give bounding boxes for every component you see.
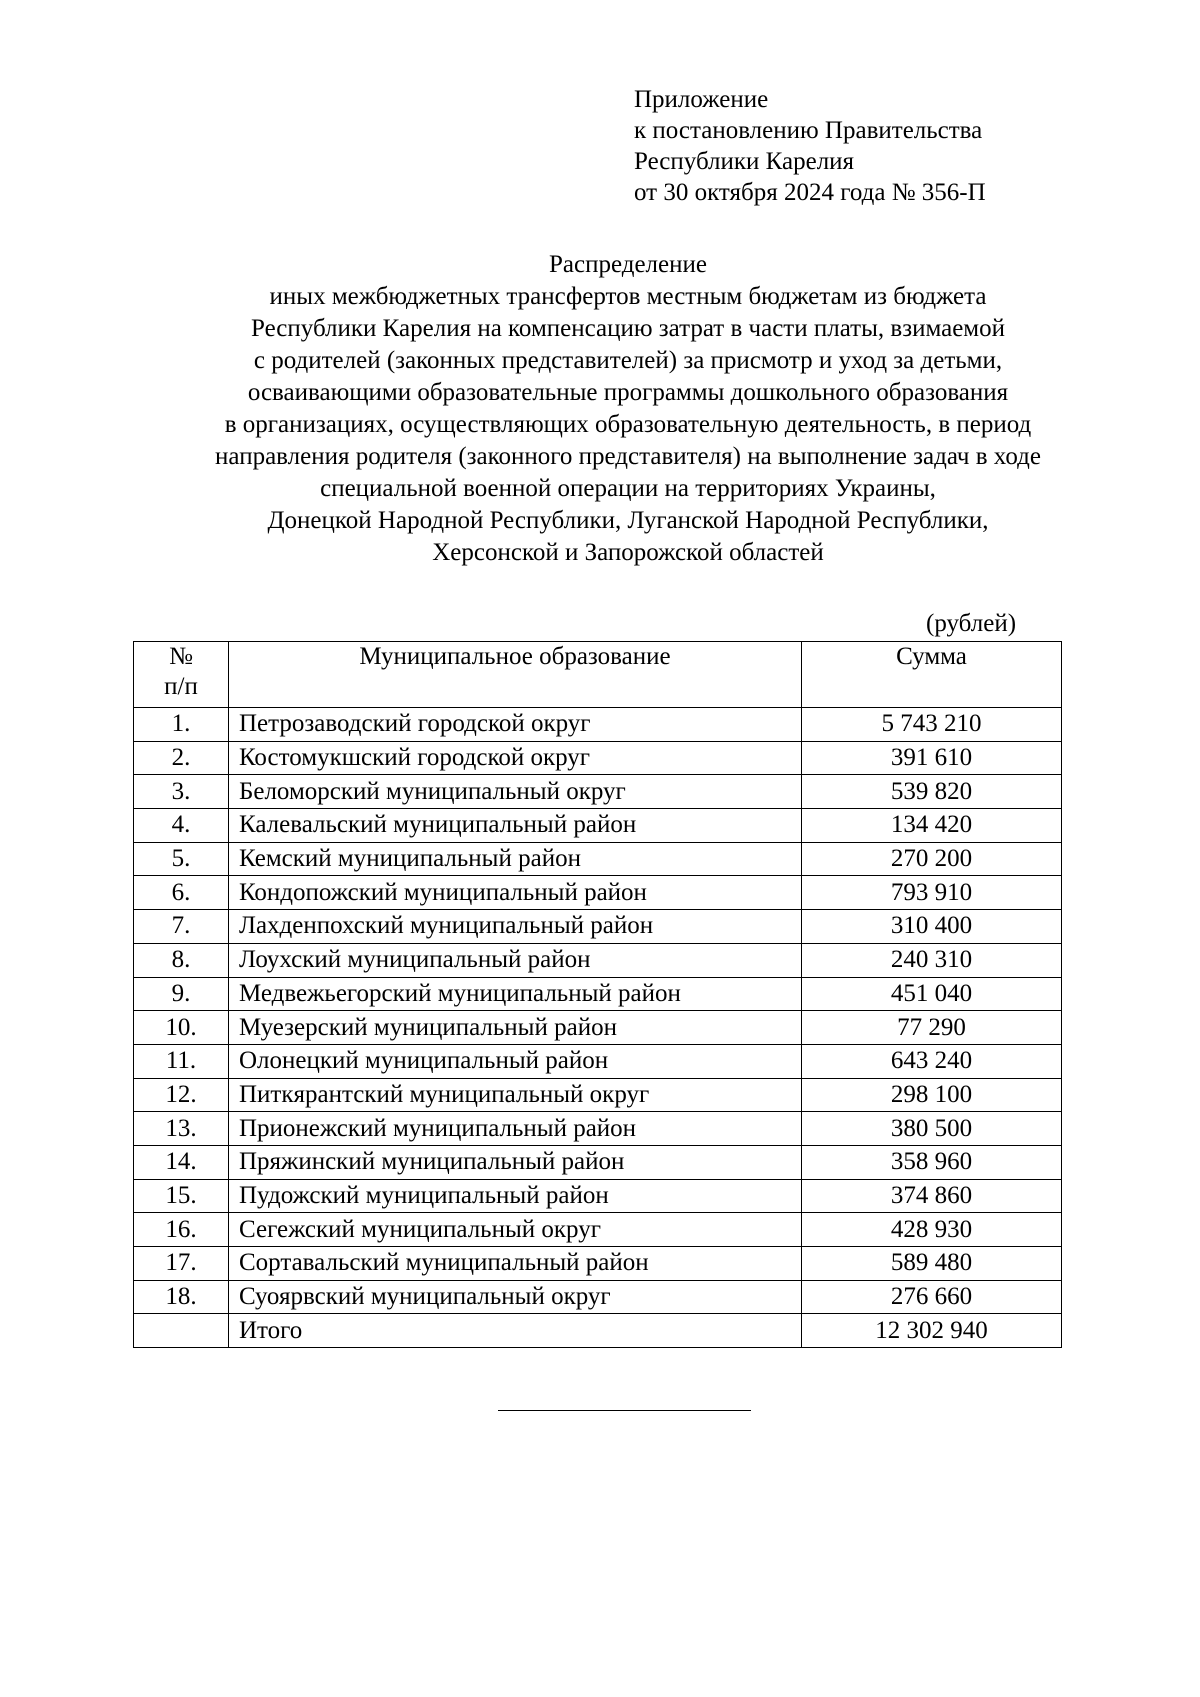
row-sum: 358 960 [802,1145,1062,1179]
title-line: Херсонской и Запорожской областей [432,539,824,566]
table-row [134,741,1062,775]
table-row [134,1112,1062,1146]
appendix-line: Приложение [634,86,769,113]
table-row [134,809,1062,843]
row-number: 14. [134,1145,229,1179]
table-row [134,1179,1062,1213]
table-row [134,910,1062,944]
title-line: Донецкой Народной Республики, Луганской Народной Республики, [267,507,989,534]
row-sum: 298 100 [802,1078,1062,1112]
row-sum: 428 930 [802,1213,1062,1247]
row-municipality: Беломорский муниципальный округ [229,775,802,809]
row-municipality: Сортавальский муниципальный район [229,1247,802,1281]
row-sum: 451 040 [802,977,1062,1011]
title-line: осваивающими образовательные программы дошкольного образования [247,379,1009,406]
end-divider [498,1410,751,1411]
table-header-row [134,642,1062,708]
row-number: 12. [134,1078,229,1112]
title-line: направления родителя (законного представителя) на выполнение задач в ходе [215,443,1041,470]
allocation-table [133,641,1062,1348]
row-municipality: Итого [229,1314,802,1348]
row-sum: 240 310 [802,943,1062,977]
title-line: с родителей (законных представителей) за присмотр и уход за детьми, [253,347,1003,374]
row-municipality: Лахденпохский муниципальный район [229,910,802,944]
row-sum: 276 660 [802,1280,1062,1314]
row-municipality: Медвежьегорский муниципальный район [229,977,802,1011]
row-municipality: Петрозаводский городской округ [229,708,802,742]
row-municipality: Питкярантский муниципальный округ [229,1078,802,1112]
appendix-block [634,84,986,208]
title-line: иных межбюджетных трансфертов местным бюджетам из бюджета [269,283,987,310]
row-number: 15. [134,1179,229,1213]
row-number: 3. [134,775,229,809]
table-row [134,1145,1062,1179]
appendix-line: к постановлению Правительства [634,117,983,144]
row-number: 4. [134,809,229,843]
table-row [134,1044,1062,1078]
row-number: 6. [134,876,229,910]
row-municipality: Олонецкий муниципальный район [229,1044,802,1078]
table-row [134,977,1062,1011]
row-municipality: Пряжинский муниципальный район [229,1145,802,1179]
header-sum: Сумма [802,642,1062,708]
row-municipality: Костомукшский городской округ [229,741,802,775]
row-number: 7. [134,910,229,944]
row-municipality: Калевальский муниципальный район [229,809,802,843]
title-line: Республики Карелия на компенсацию затрат в части платы, взимаемой [251,315,1005,342]
header-municipality: Муниципальное образование [229,642,802,708]
row-municipality: Лоухский муниципальный район [229,943,802,977]
table-total-row [134,1314,1062,1348]
units-label: (рублей) [926,610,1017,637]
table-row [134,842,1062,876]
appendix-line: от 30 октября 2024 года № 356-П [634,179,986,206]
row-sum: 793 910 [802,876,1062,910]
row-municipality: Муезерский муниципальный район [229,1011,802,1045]
row-number: 8. [134,943,229,977]
row-municipality: Кондопожский муниципальный район [229,876,802,910]
header-number-line2: п/п [164,673,198,700]
row-number: 1. [134,708,229,742]
header-number-line1: № [169,643,193,670]
row-sum: 134 420 [802,809,1062,843]
document-title [0,249,1200,569]
table-row [134,1247,1062,1281]
row-municipality: Прионежский муниципальный район [229,1112,802,1146]
title-line: Распределение [549,251,707,278]
row-municipality: Суоярвский муниципальный округ [229,1280,802,1314]
row-sum: 12 302 940 [802,1314,1062,1348]
row-number: 16. [134,1213,229,1247]
row-sum: 77 290 [802,1011,1062,1045]
header-number [134,642,229,708]
row-sum: 539 820 [802,775,1062,809]
row-sum: 391 610 [802,741,1062,775]
row-number: 13. [134,1112,229,1146]
row-number: 11. [134,1044,229,1078]
row-number: 5. [134,842,229,876]
row-sum: 589 480 [802,1247,1062,1281]
title-line: специальной военной операции на территориях Украины, [320,475,936,502]
row-municipality: Кемский муниципальный район [229,842,802,876]
row-number: 10. [134,1011,229,1045]
table-row [134,1213,1062,1247]
row-municipality: Сегежский муниципальный округ [229,1213,802,1247]
table-row [134,708,1062,742]
table-row [134,876,1062,910]
row-number [134,1314,229,1348]
row-sum: 270 200 [802,842,1062,876]
title-line: в организациях, осуществляющих образовательную деятельность, в период [224,411,1032,438]
row-sum: 310 400 [802,910,1062,944]
row-number: 18. [134,1280,229,1314]
appendix-line: Республики Карелия [634,148,855,175]
table-row [134,943,1062,977]
table-row [134,1280,1062,1314]
row-sum: 643 240 [802,1044,1062,1078]
table-body [134,708,1062,1348]
table-row [134,1078,1062,1112]
table-row [134,775,1062,809]
table-row [134,1011,1062,1045]
row-number: 9. [134,977,229,1011]
row-municipality: Пудожский муниципальный район [229,1179,802,1213]
row-sum: 380 500 [802,1112,1062,1146]
row-sum: 5 743 210 [802,708,1062,742]
row-number: 17. [134,1247,229,1281]
row-number: 2. [134,741,229,775]
row-sum: 374 860 [802,1179,1062,1213]
